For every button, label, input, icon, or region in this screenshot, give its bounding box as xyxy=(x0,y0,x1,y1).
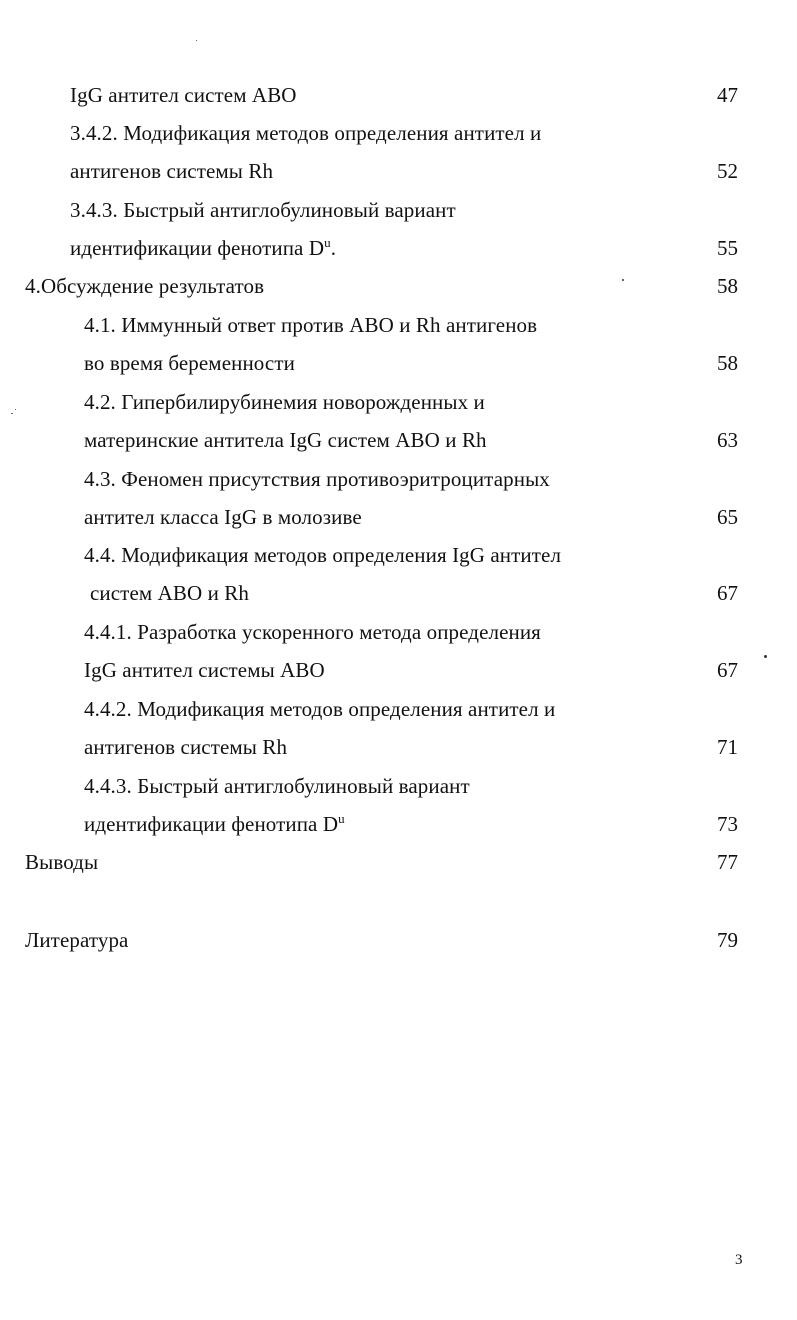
toc-entry-page: 63 xyxy=(717,428,738,452)
toc-entry-text: 3.4.3. Быстрый антиглобулиновый вариант xyxy=(70,198,456,222)
page-number: 3 xyxy=(735,1252,743,1268)
scan-speck xyxy=(196,40,197,41)
scan-speck xyxy=(622,279,624,281)
toc-entry-text: Литература xyxy=(25,928,129,952)
toc-entry-page: 52 xyxy=(717,159,738,183)
toc-entry-text: 4.2. Гипербилирубинемия новорожденных и xyxy=(84,390,485,414)
toc-entry-page: 67 xyxy=(717,658,738,682)
toc-entry-page: 55 xyxy=(717,236,738,260)
toc-entry-page: 77 xyxy=(717,850,738,874)
toc-entry-page: 71 xyxy=(717,735,738,759)
scan-speck xyxy=(15,409,16,410)
toc-entry-page: 58 xyxy=(717,351,738,375)
toc-entry-text: 4.4.3. Быстрый антиглобулиновый вариант xyxy=(84,774,470,798)
toc-entry-text: во время беременности xyxy=(84,351,295,375)
toc-entry-page: 47 xyxy=(717,83,738,107)
toc-entry-page: 79 xyxy=(717,928,738,952)
toc-entry-line xyxy=(70,235,336,261)
toc-entry-text: антител класса IgG в молозиве xyxy=(84,505,362,529)
scan-speck xyxy=(11,413,13,414)
superscript-u: u xyxy=(338,811,345,826)
toc-entry-text: идентификации фенотипа D xyxy=(70,236,325,260)
toc-entry-line xyxy=(84,811,345,837)
toc-entry-text: систем АВО и Rh xyxy=(90,581,249,605)
toc-entry-text: 4.4.2. Модификация методов определения антител и xyxy=(84,697,556,721)
toc-entry-text: 4.4. Модификация методов определения IgG антител xyxy=(84,543,562,567)
toc-entry-text: 4.1. Иммунный ответ против АВО и Rh антигенов xyxy=(84,313,538,337)
toc-entry-text: IgG антител системы АВО xyxy=(84,658,325,682)
toc-entry-text: материнские антитела IgG систем АВО и Rh xyxy=(84,428,487,452)
toc-entry-text: IgG антител систем АВО xyxy=(70,83,297,107)
scan-speck xyxy=(764,655,767,658)
toc-entry-page: 67 xyxy=(717,581,738,605)
toc-entry-text: идентификации фенотипа D xyxy=(84,812,339,836)
toc-entry-page: 73 xyxy=(717,812,738,836)
toc-entry-text: Выводы xyxy=(25,850,99,874)
toc-entry-text: 4.3. Феномен присутствия противоэритроцитарных xyxy=(84,467,550,491)
toc-entry-text: антигенов системы Rh xyxy=(84,735,288,759)
toc-entry-tail: . xyxy=(330,236,337,260)
toc-entry-text: 3.4.2. Модификация методов определения антител и xyxy=(70,121,542,145)
toc-entry-page: 65 xyxy=(717,505,738,529)
toc-entry-text: антигенов системы Rh xyxy=(70,159,274,183)
superscript-u: u xyxy=(324,235,331,250)
toc-entry-text: 4.Обсуждение результатов xyxy=(25,274,265,298)
toc-entry-page: 58 xyxy=(717,274,738,298)
toc-entry-text: 4.4.1. Разработка ускоренного метода определения xyxy=(84,620,541,644)
